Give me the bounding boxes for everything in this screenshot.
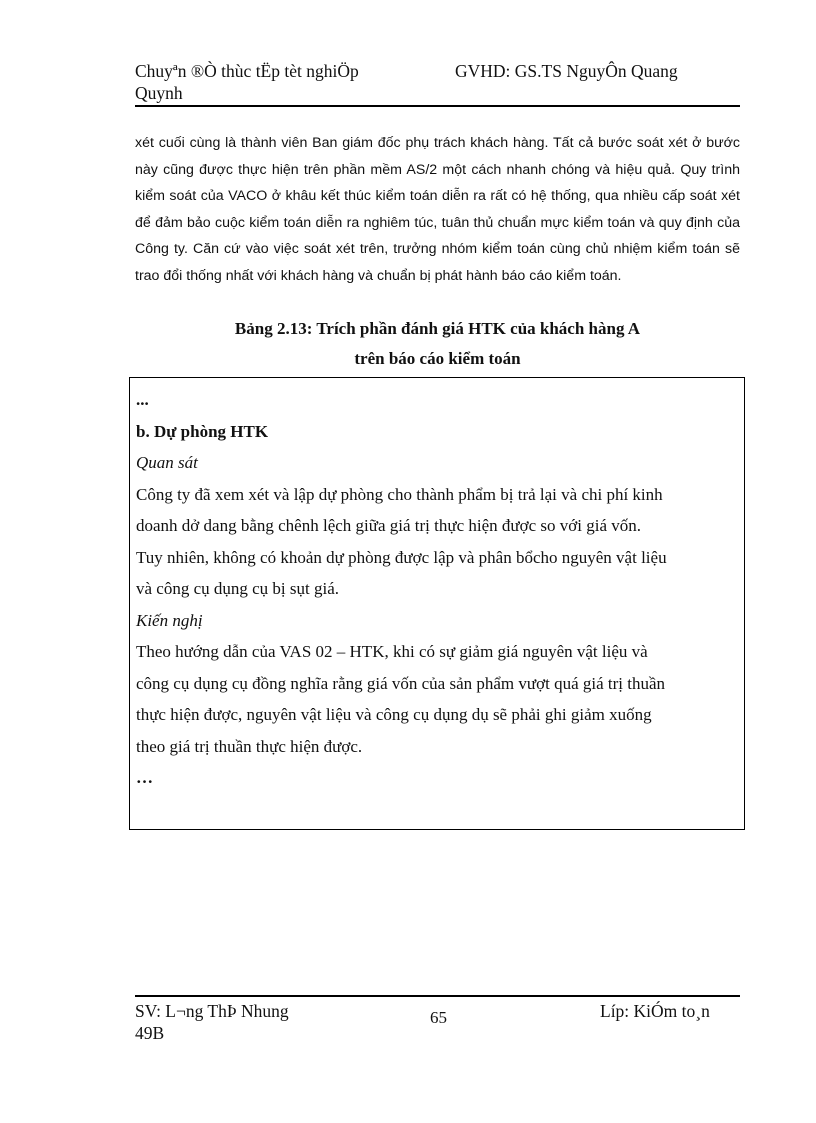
recommendation-line: thực hiện được, nguyên vật liệu và công cụ dụng dụ sẽ phải ghi giảm xuống [136, 705, 652, 724]
observation-label: Quan sát [136, 453, 198, 472]
header-rule [135, 105, 740, 107]
footer-rule [135, 995, 740, 997]
table-caption-line1: Bảng 2.13: Trích phần đánh giá HTK của khách hàng A [234, 319, 641, 338]
recommendation-line: công cụ dụng cụ đồng nghĩa rằng giá vốn của sản phẩm vượt quá giá trị thuần [136, 673, 666, 693]
table-caption-line2: trên báo cáo kiểm toán [354, 349, 521, 368]
recommendation-label: Kiến nghị [136, 610, 203, 630]
footer-class-code: 49B [135, 1023, 165, 1043]
observation-line: doanh dở dang bằng chênh lệch giữa giá trị thực hiện được so với giá vốn. [136, 516, 641, 535]
ellipsis-bottom: … [136, 768, 153, 787]
observation-line: và công cụ dụng cụ bị sụt giá. [136, 579, 340, 598]
body-paragraph: xét cuối cùng là thành viên Ban giám đốc phụ trách khách hàng. Tất cả bước soát xét ở bước này cũng được thực hiện trên phần mềm AS/2 một cách nhanh chóng và hiệu quả. Quy trình kiểm soát của VACO ở khâu kết thúc kiểm toán diễn ra rất có hệ thống, qua nhiều cấp soát xét để đảm bảo cuộc kiểm toán diễn ra nghiêm túc, tuân thủ chuẩn mực kiểm toán và quy định của Công ty. Căn cứ vào việc soát xét trên, trưởng nhóm kiểm toán cùng chủ nhiệm kiểm toán sẽ trao đổi thống nhất với khách hàng và chuẩn bị phát hành báo cáo kiểm toán. [135, 135, 740, 284]
page-number: 65 [430, 1008, 447, 1027]
header-left-line1: Chuyªn ®Ò thùc tËp tèt nghiÖp [135, 61, 359, 81]
footer-left [135, 1000, 335, 1044]
footer-right: Líp: KiÓm to¸n [600, 1001, 710, 1021]
observation-line: Công ty đã xem xét và lập dự phòng cho thành phẩm bị trả lại và chi phí kinh [136, 484, 663, 504]
page-header [135, 60, 740, 104]
header-left-line2: Quynh [135, 83, 183, 103]
recommendation-line: theo giá trị thuần thực hiện được. [136, 736, 363, 756]
header-left [135, 60, 425, 104]
section-heading: b. Dự phòng HTK [136, 421, 269, 441]
header-right: GVHD: GS.TS NguyÔn Quang [455, 61, 678, 81]
excerpt-box [129, 377, 745, 830]
footer-student: SV: L¬ng ThÞ Nhung [135, 1001, 289, 1021]
ellipsis-top: ... [136, 390, 149, 409]
observation-line: Tuy nhiên, không có khoản dự phòng được lập và phân bổcho nguyên vật liệu [136, 547, 667, 567]
recommendation-line: Theo hướng dẫn của VAS 02 – HTK, khi có sự giảm giá nguyên vật liệu và [136, 642, 648, 661]
